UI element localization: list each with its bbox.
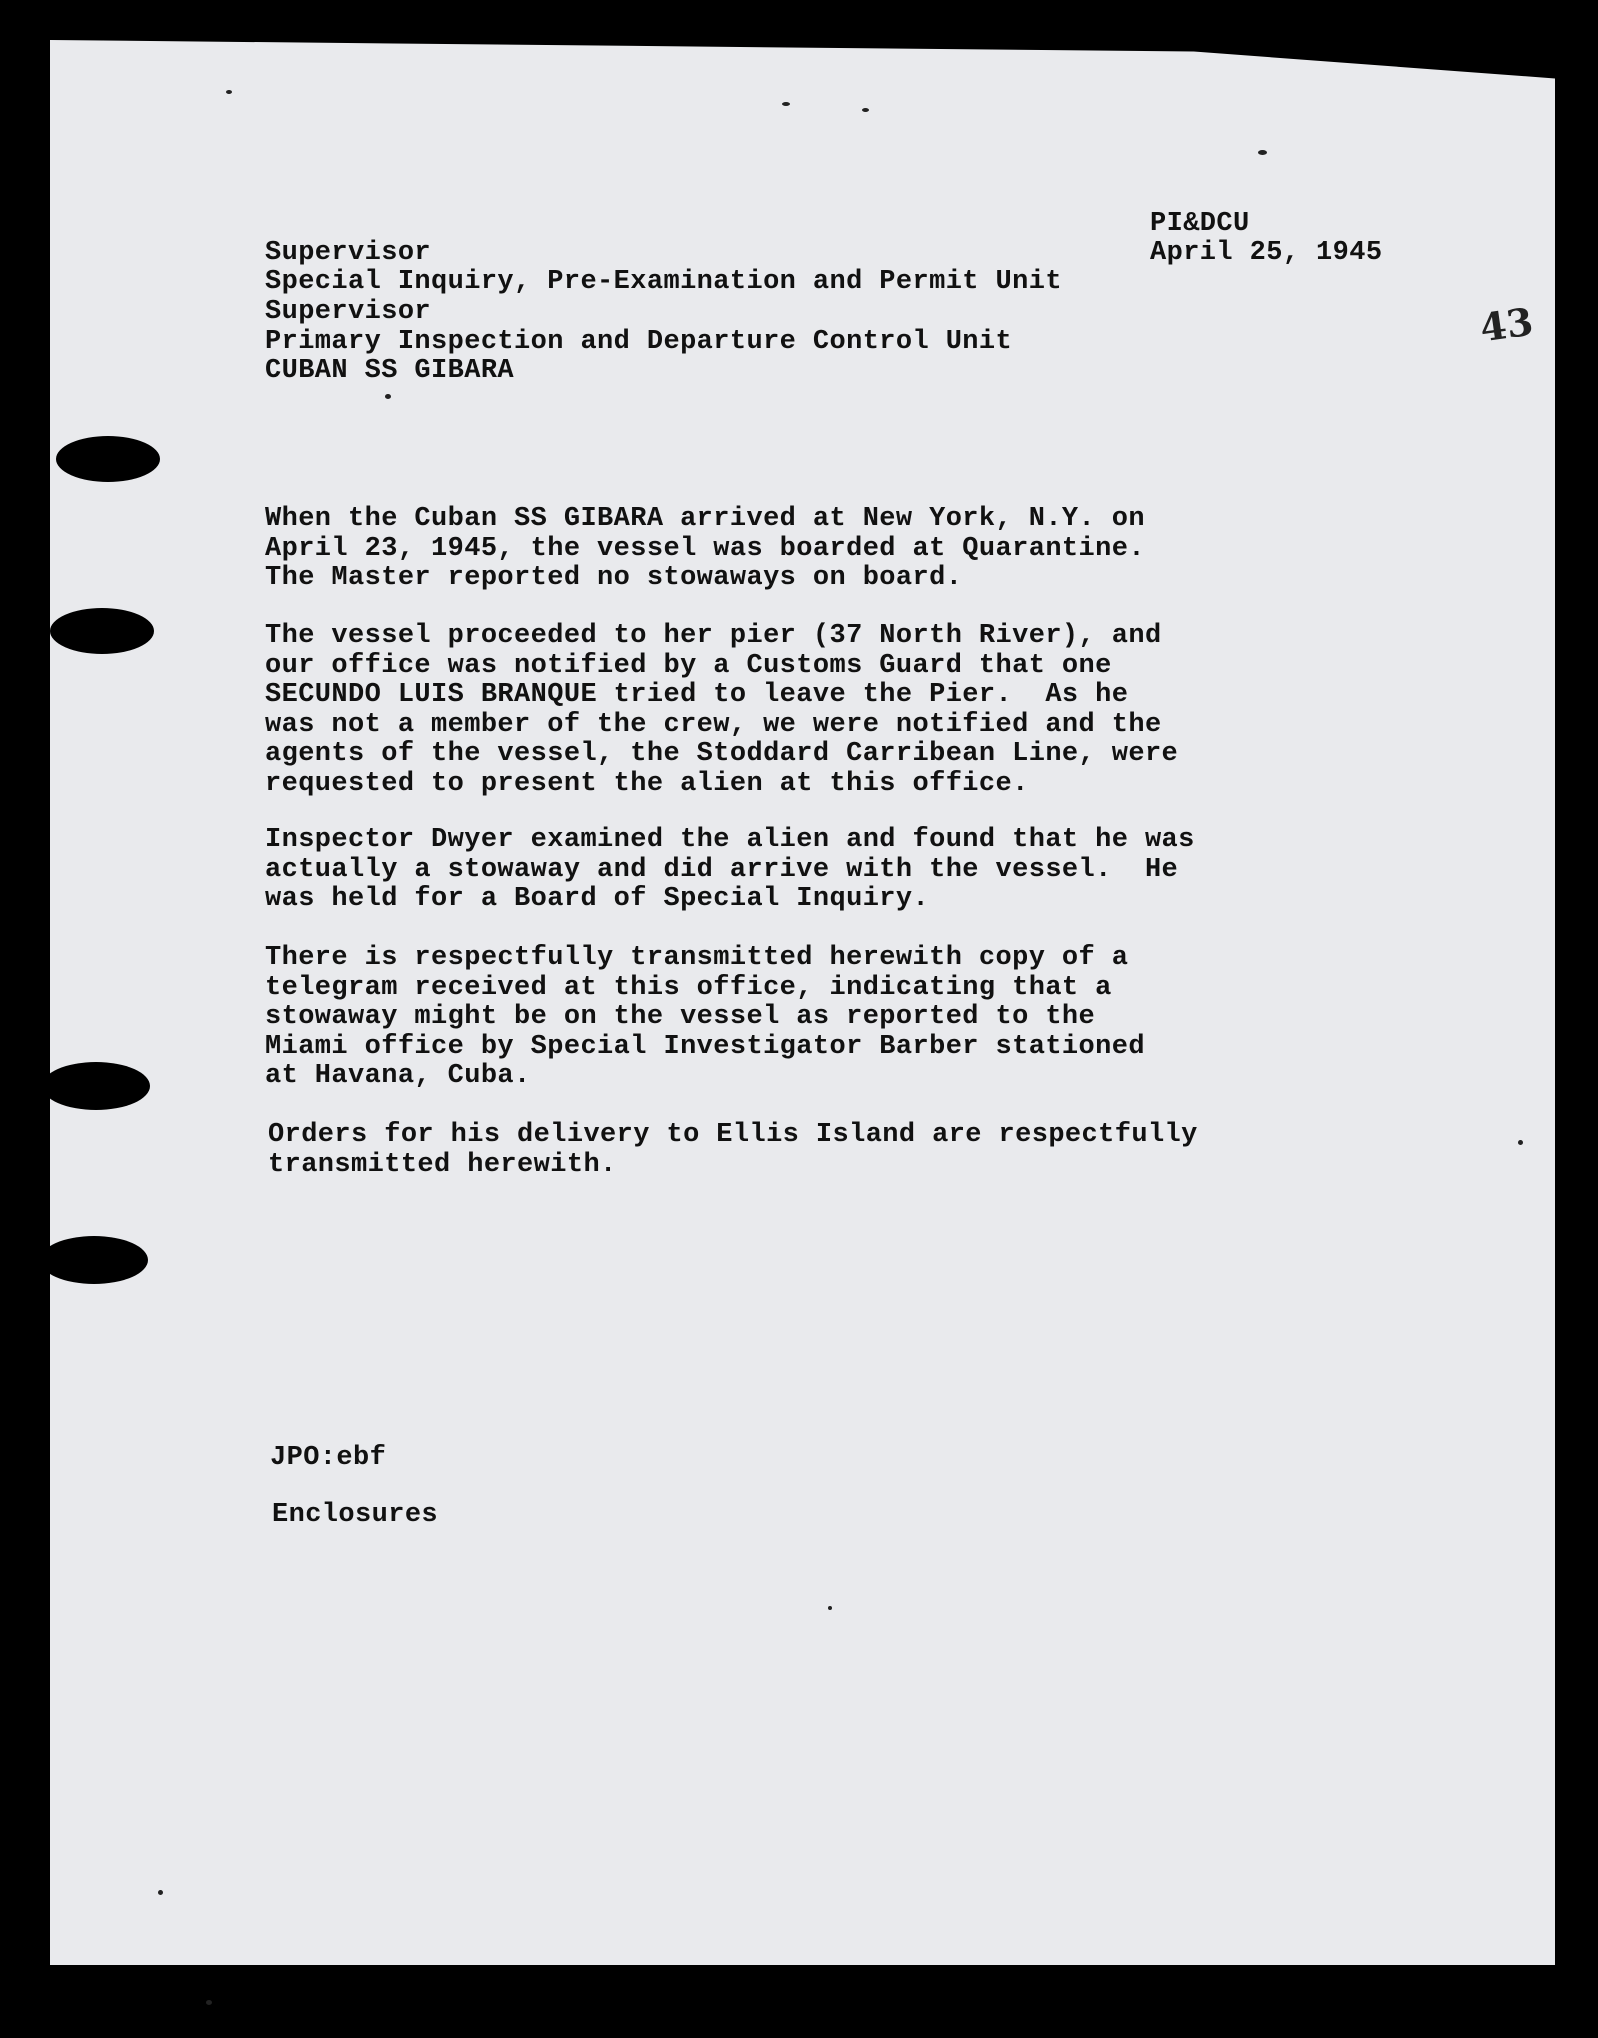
punch-hole <box>56 436 160 482</box>
paper-speck <box>385 394 391 399</box>
letter-date: April 25, 1945 <box>1150 238 1383 268</box>
paper-speck <box>828 1606 832 1610</box>
typist-initials: JPO:ebf <box>270 1443 387 1473</box>
body-paragraph: Inspector Dwyer examined the alien and found that he was actually a stowaway and did arrive with the vessel. He was held for a Board of Special Inquiry. <box>265 825 1195 914</box>
paper-speck <box>782 102 790 106</box>
paper-speck <box>206 2000 212 2005</box>
address-line: Supervisor <box>265 238 432 268</box>
punch-hole <box>40 1236 148 1284</box>
paper-speck <box>158 1890 163 1895</box>
subject-line: CUBAN SS GIBARA <box>265 356 515 386</box>
paper-speck <box>862 108 869 112</box>
paper-speck <box>1258 150 1267 155</box>
enclosures-label: Enclosures <box>272 1500 439 1530</box>
punch-hole <box>50 608 154 654</box>
body-paragraph: When the Cuban SS GIBARA arrived at New York, N.Y. on April 23, 1945, the vessel was boarded at Quarantine. The Master reported no stowaways on board. <box>265 504 1145 593</box>
punch-hole <box>42 1062 150 1110</box>
address-line: Primary Inspection and Departure Control Unit <box>265 327 1013 357</box>
body-paragraph: Orders for his delivery to Ellis Island are respectfully transmitted herewith. <box>268 1120 1198 1180</box>
address-line: Supervisor <box>265 297 432 327</box>
paper-speck <box>226 90 232 94</box>
office-code: PI&DCU <box>1150 209 1250 239</box>
address-line: Special Inquiry, Pre-Examination and Permit Unit <box>265 267 1062 297</box>
body-paragraph: The vessel proceeded to her pier (37 North River), and our office was notified by a Customs Guard that one SECUNDO LUIS BRANQUE tried to leave the Pier. As he was not a member of the crew, we were notified and the agents of the vessel, the Stoddard Carribean Line, were requested to present the alien at this office. <box>265 621 1179 799</box>
paper-speck <box>1518 1140 1523 1145</box>
handwritten-page-number: 43 <box>1477 298 1536 351</box>
body-paragraph: There is respectfully transmitted herewith copy of a telegram received at this office, indicating that a stowaway might be on the vessel as reported to the Miami office by Special Investigator Barber stationed at Havana, Cuba. <box>265 943 1145 1091</box>
